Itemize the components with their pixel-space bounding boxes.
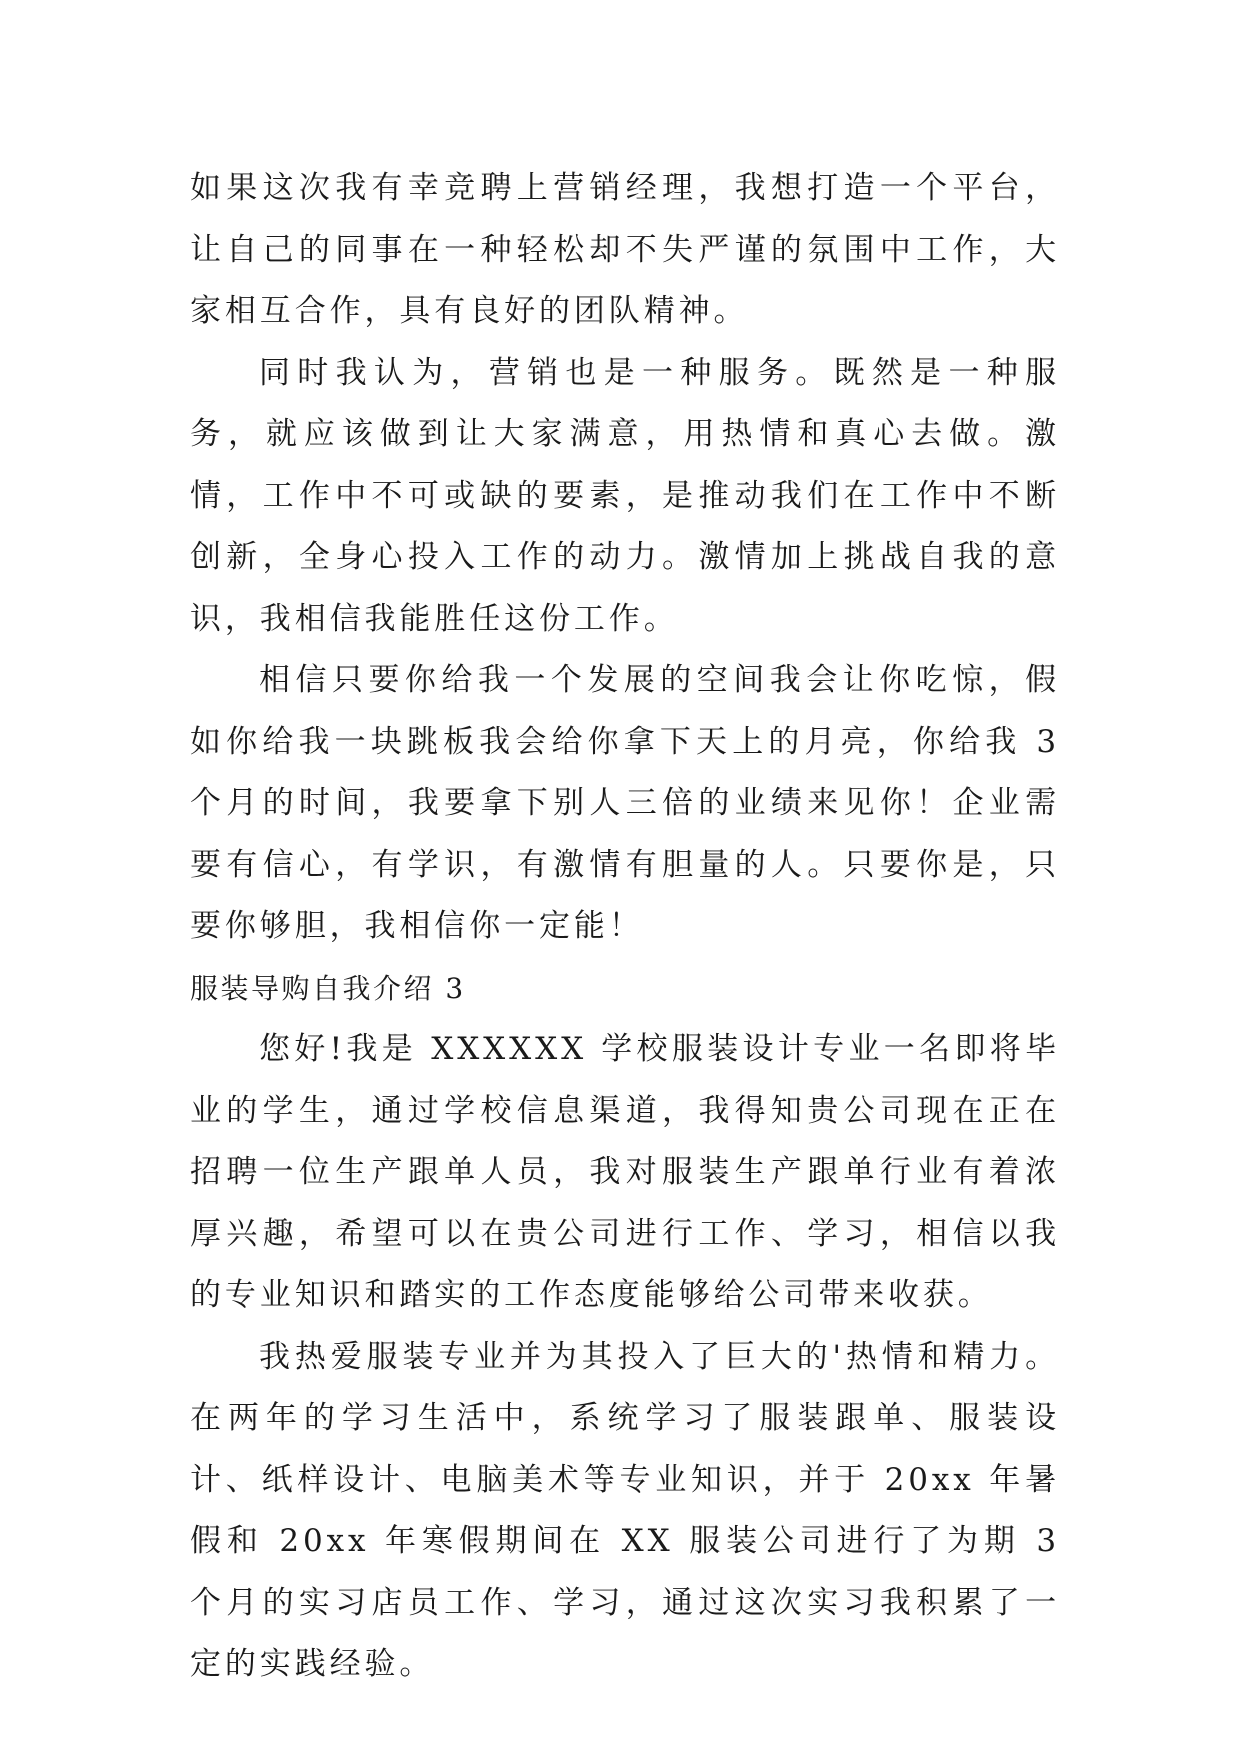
- paragraph-2: 同时我认为，营销也是一种服务。既然是一种服务，就应该做到让大家满意，用热情和真心去做。激情，工作中不可或缺的要素，是推动我们在工作中不断创新，全身心投入工作的动力。激情加上挑战自我的意识，我相信我能胜任这份工作。: [190, 354, 1060, 637]
- paragraph-4: 您好!我是 XXXXXX 学校服装设计专业一名即将毕业的学生，通过学校信息渠道，我得知贵公司现在正在招聘一位生产跟单人员，我对服装生产跟单行业有着浓厚兴趣，希望可以在贵公司进行工作、学习，相信以我的专业知识和踏实的工作态度能够给公司带来收获。: [190, 1031, 1060, 1313]
- paragraph-1: 如果这次我有幸竞聘上营销经理，我想打造一个平台，让自己的同事在一种轻松却不失严谨的氛围中工作，大家相互合作，具有良好的团队精神。: [190, 170, 1060, 329]
- paragraph-5: 我热爱服装专业并为其投入了巨大的'热情和精力。在两年的学习生活中，系统学习了服装跟单、服装设计、纸样设计、电脑美术等专业知识，并于 20xx 年暑假和 20xx 年寒假期间在 XX 服装公司进行了为期 3 个月的实习店员工作、学习，通过这次实习我积累了一定的实践经验。: [190, 1338, 1060, 1682]
- document-body: [190, 158, 1060, 1696]
- section-heading: 服装导购自我介绍 3: [190, 971, 466, 1005]
- paragraph-3: 相信只要你给我一个发展的空间我会让你吃惊，假如你给我一块跳板我会给你拿下天上的月亮，你给我 3 个月的时间，我要拿下别人三倍的业绩来见你！企业需要有信心，有学识，有激情有胆量的人。只要你是，只要你够胆，我相信你一定能！: [190, 662, 1060, 944]
